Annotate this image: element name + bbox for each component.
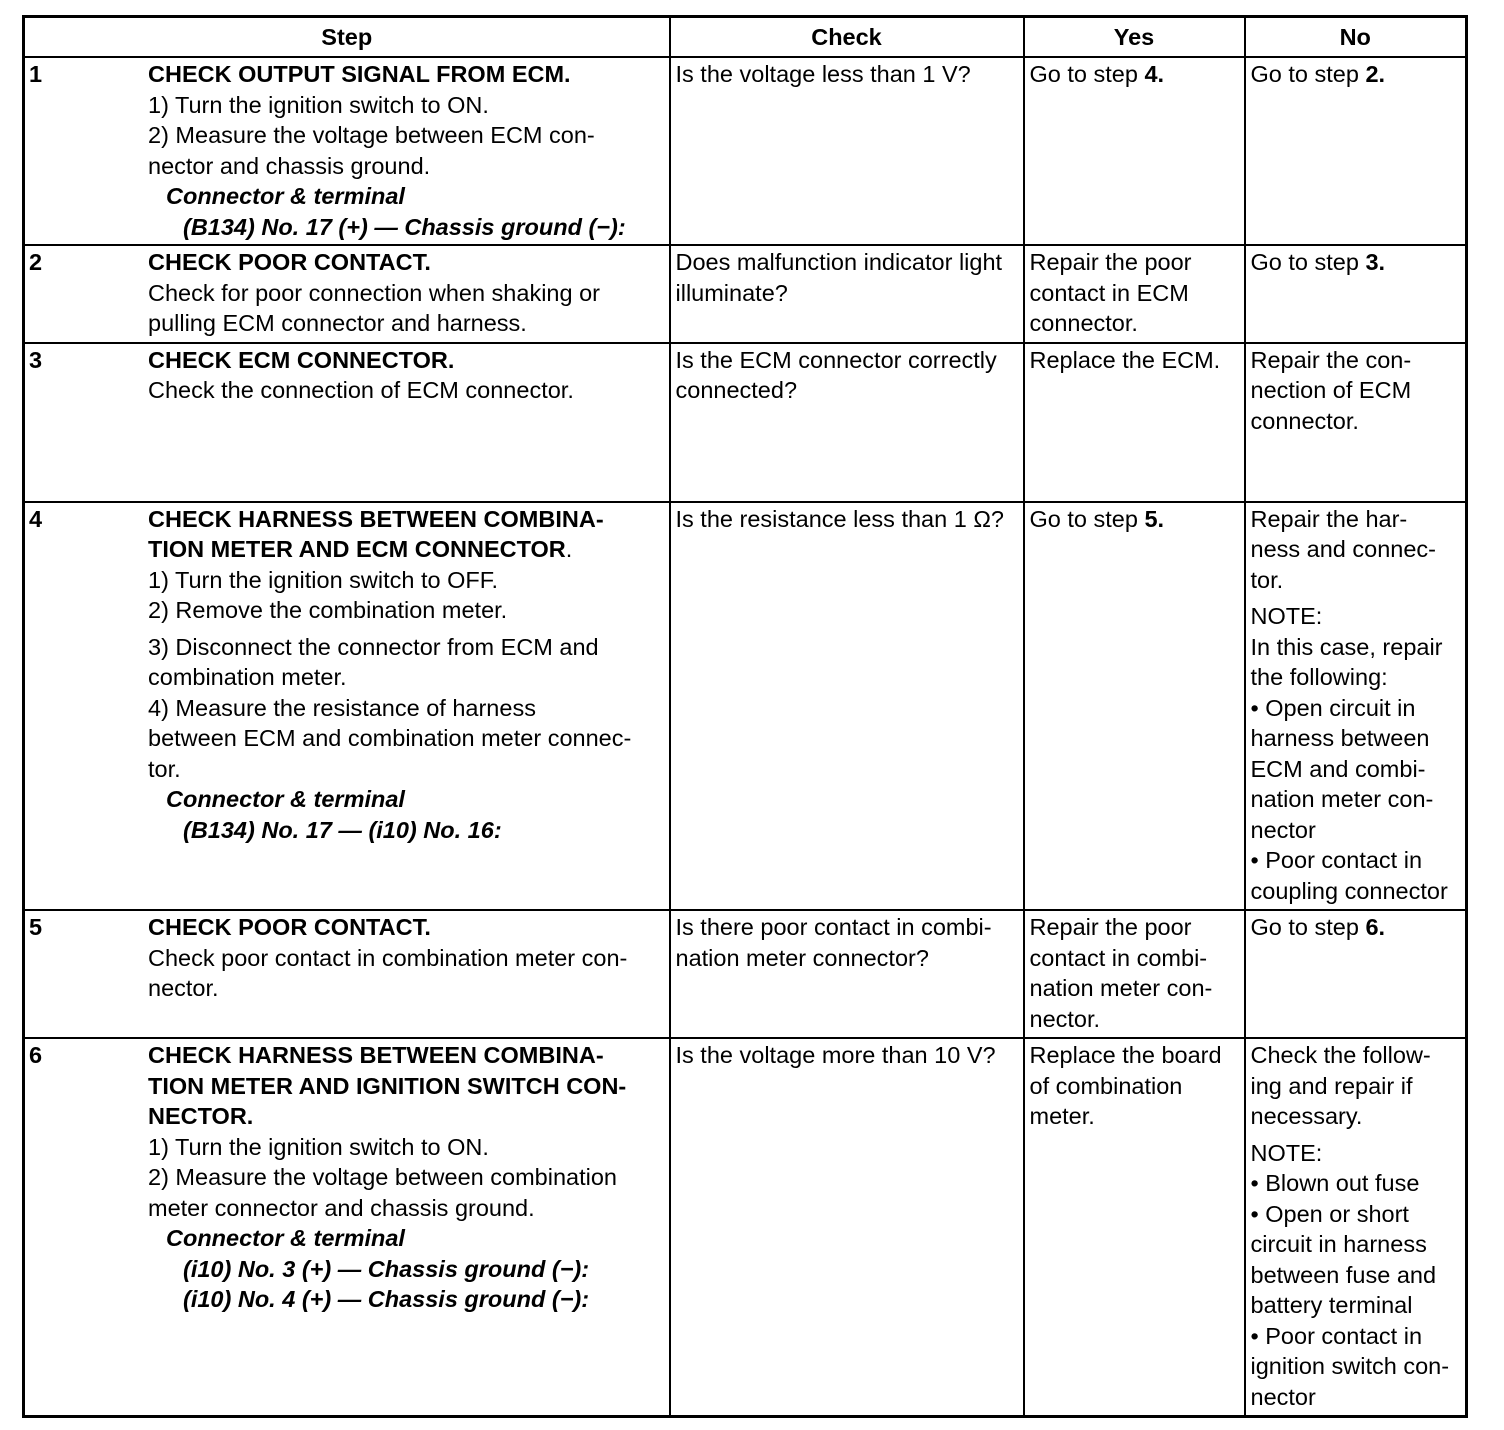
- step-line: Check the connection of ECM connector.: [148, 377, 574, 403]
- no-text-block: [1246, 503, 1466, 910]
- header-step: Step: [24, 17, 670, 58]
- yes-cell: [1024, 1038, 1245, 1417]
- yes-step-ref: 5.: [1144, 505, 1165, 532]
- yes-cell: [1024, 502, 1245, 911]
- step-line: nector.: [148, 975, 219, 1001]
- no-prefix: Go to step: [1250, 61, 1366, 87]
- no-cell: [1245, 57, 1467, 245]
- table-row: [24, 343, 1467, 502]
- check-cell: [670, 910, 1024, 1038]
- connector-terminal: (B134) No. 17 — (i10) No. 16:: [183, 816, 502, 843]
- step-line: tor.: [148, 755, 181, 782]
- no-step-ref: 3.: [1365, 249, 1386, 275]
- header-row: [24, 17, 1467, 58]
- connector-label: Connector & terminal: [166, 1225, 405, 1251]
- step-line: Check poor contact in combination meter con-: [148, 944, 628, 971]
- no-cell: [1245, 245, 1467, 343]
- no-cell: [1245, 502, 1467, 911]
- check-text: Is the voltage more than 10 V?: [675, 1042, 996, 1068]
- note-bullet: • Poor contact in coupling connector: [1250, 847, 1448, 904]
- yes-text: Replace the ECM.: [1029, 346, 1221, 373]
- step-number: 1: [29, 61, 43, 87]
- step-line: 2) Measure the voltage between ECM con-: [148, 122, 595, 148]
- step-line: meter connector and chassis ground.: [148, 1194, 535, 1221]
- check-text: Is there poor contact in combi- nation meter connector?: [675, 914, 992, 971]
- no-prefix: Go to step: [1250, 914, 1366, 940]
- step-title: CHECK ECM CONNECTOR.: [148, 346, 455, 373]
- step-cell: [24, 245, 670, 343]
- step-line: 2) Remove the combination meter.: [148, 597, 508, 623]
- no-step-ref: 6.: [1365, 914, 1386, 940]
- note-bullet: • Poor contact in ignition switch con- nector: [1250, 1322, 1450, 1410]
- connector-terminal: (B134) No. 17 (+) — Chassis ground (−):: [183, 213, 626, 240]
- check-cell: [670, 502, 1024, 911]
- note-label: NOTE:: [1250, 603, 1323, 629]
- table-row: [24, 1038, 1467, 1417]
- yes-text: [1025, 58, 1244, 93]
- step-title-cont: [148, 534, 657, 565]
- step-title: CHECK OUTPUT SIGNAL FROM ECM.: [148, 61, 571, 87]
- step-title: CHECK POOR CONTACT.: [148, 249, 431, 275]
- step-line: 4) Measure the resistance of harness: [148, 694, 536, 721]
- no-cell: [1245, 343, 1467, 502]
- check-cell: [670, 1038, 1024, 1417]
- yes-text: [1025, 503, 1244, 538]
- step-cell: [24, 1038, 670, 1417]
- step-title-line: TION METER AND ECM CONNECTOR: [148, 536, 566, 562]
- yes-text: Replace the board of combination meter.: [1029, 1042, 1222, 1129]
- no-text: Repair the har- ness and connec- tor.: [1250, 505, 1437, 593]
- header-yes: Yes: [1024, 17, 1245, 58]
- diagnostic-table: [22, 15, 1468, 1418]
- no-text: [1246, 911, 1466, 946]
- no-cell: [1245, 1038, 1467, 1417]
- step-line: 1) Turn the ignition switch to OFF.: [148, 566, 499, 593]
- note-bullet: • Open or short circuit in harness between fuse and battery terminal: [1250, 1200, 1437, 1318]
- step-title-line: TION METER AND IGNITION SWITCH CON-: [148, 1072, 627, 1099]
- check-text: Is the resistance less than 1 Ω?: [675, 505, 1004, 532]
- no-text: [1246, 58, 1466, 93]
- step-title-period: .: [565, 536, 573, 562]
- yes-text: Repair the poor contact in combi- nation meter con- nector.: [1029, 914, 1213, 1032]
- header-no: No: [1245, 17, 1467, 58]
- step-line: 3) Disconnect the connector from ECM and: [148, 633, 599, 660]
- yes-text: Repair the poor contact in ECM connector.: [1029, 249, 1192, 336]
- step-cell: [24, 343, 670, 502]
- note-intro: In this case, repair the following:: [1250, 633, 1443, 690]
- no-text: [1246, 246, 1466, 281]
- no-text-block: [1246, 1039, 1466, 1415]
- step-number: 2: [29, 249, 43, 275]
- step-line: 2) Measure the voltage between combination: [148, 1164, 617, 1190]
- yes-cell: [1024, 343, 1245, 502]
- step-line: nector and chassis ground.: [148, 152, 431, 179]
- step-line: 1) Turn the ignition switch to ON.: [148, 1133, 489, 1160]
- step-cell: [24, 502, 670, 911]
- step-line: 1) Turn the ignition switch to ON.: [148, 91, 489, 118]
- step-title: CHECK HARNESS BETWEEN COMBINA-: [148, 1042, 604, 1068]
- step-title: CHECK HARNESS BETWEEN COMBINA-: [148, 505, 604, 532]
- no-text: Check the follow- ing and repair if necessary.: [1250, 1042, 1431, 1129]
- no-cell: [1245, 910, 1467, 1038]
- header-check: Check: [670, 17, 1024, 58]
- step-cell: [24, 57, 670, 245]
- note-label: NOTE:: [1250, 1139, 1323, 1166]
- table-row: [24, 245, 1467, 343]
- no-step-ref: 2.: [1365, 61, 1386, 87]
- step-line: Check for poor connection when shaking or: [148, 279, 600, 306]
- note-bullet: • Open circuit in harness between ECM and combi- nation meter con- nector: [1250, 694, 1434, 843]
- yes-prefix: Go to step: [1029, 505, 1145, 532]
- step-title-line: NECTOR.: [148, 1103, 254, 1129]
- step-title: CHECK POOR CONTACT.: [148, 914, 431, 940]
- check-text: Does malfunction indicator light illuminate?: [675, 249, 1003, 306]
- step-number: 6: [29, 1042, 43, 1068]
- connector-label: Connector & terminal: [166, 183, 405, 209]
- step-line: combination meter.: [148, 664, 347, 690]
- check-cell: [670, 343, 1024, 502]
- step-line: between ECM and combination meter connec-: [148, 725, 632, 751]
- step-number: 4: [29, 505, 43, 532]
- connector-terminal: (i10) No. 3 (+) — Chassis ground (−):: [183, 1255, 590, 1282]
- check-cell: [670, 245, 1024, 343]
- yes-prefix: Go to step: [1029, 61, 1145, 87]
- yes-cell: [1024, 910, 1245, 1038]
- step-number: 3: [29, 346, 43, 373]
- connector-terminal: (i10) No. 4 (+) — Chassis ground (−):: [183, 1286, 590, 1312]
- table-row: [24, 57, 1467, 245]
- check-text: Is the ECM connector correctly connected?: [675, 346, 997, 403]
- yes-step-ref: 4.: [1144, 61, 1165, 87]
- check-cell: [670, 57, 1024, 245]
- no-text: Repair the con- nection of ECM connector.: [1250, 346, 1412, 434]
- table-row: [24, 910, 1467, 1038]
- step-line: pulling ECM connector and harness.: [148, 310, 527, 336]
- connector-label: Connector & terminal: [166, 786, 405, 812]
- step-cell: [24, 910, 670, 1038]
- yes-cell: [1024, 245, 1245, 343]
- no-prefix: Go to step: [1250, 249, 1366, 275]
- table-row: [24, 502, 1467, 911]
- check-text: Is the voltage less than 1 V?: [675, 61, 971, 87]
- note-bullet: • Blown out fuse: [1250, 1170, 1420, 1196]
- yes-cell: [1024, 57, 1245, 245]
- step-number: 5: [29, 914, 43, 940]
